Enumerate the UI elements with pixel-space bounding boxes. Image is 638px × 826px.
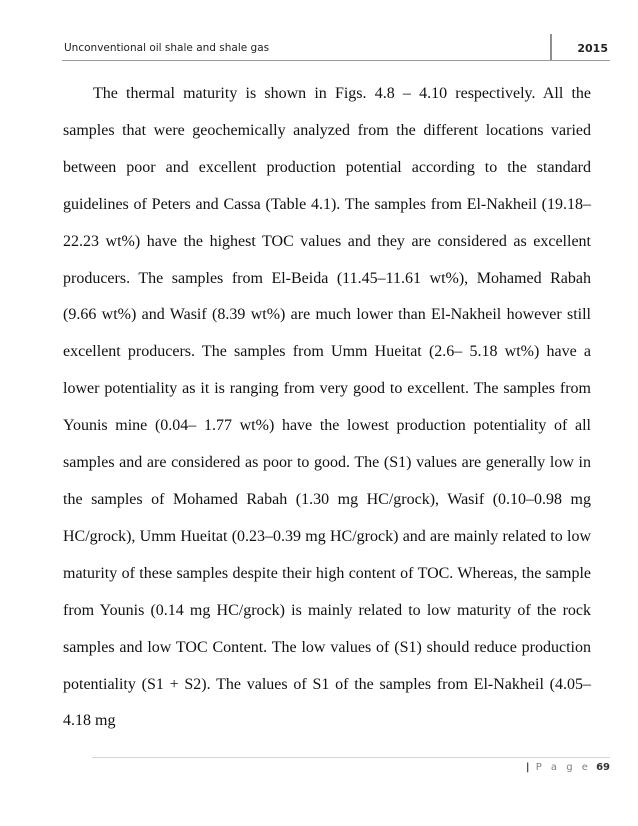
header-year: 2015	[577, 42, 608, 55]
page-label: P a g e	[535, 762, 591, 773]
body-paragraph: The thermal maturity is shown in Figs. 4.8 – 4.10 respectively. All the samples that were geochemically analyzed from the different locations varied between poor and excellent production potential according to the standard guidelines of Peters and Cassa (Table 4.1). The samples from El-Nakheil (19.18–22.23 wt%) have the highest TOC values and they are considered as excellent producers. The samples from El-Beida (11.45–11.61 wt%), Mohamed Rabah (9.66 wt%) and Wasif (8.39 wt%) are much lower than El-Nakheil however still excellent producers. The samples from Umm Hueitat (2.6– 5.18 wt%) have a lower potentiality as it is ranging from very good to excellent. The samples from Younis mine (0.04– 1.77 wt%) have the lowest production potentiality of all samples and are considered as poor to good. The (S1) values are generally low in the samples of Mohamed Rabah (1.30 mg HC/grock), Wasif (0.10–0.98 mg HC/grock), Umm Hueitat (0.23–0.39 mg HC/grock) and are mainly related to low maturity of these samples despite their high content of TOC. Whereas, the sample from Younis (0.14 mg HC/grock) is mainly related to low maturity of the rock samples and low TOC Content. The low values of (S1) should reduce production potentiality (S1 + S2). The values of S1 of the samples from El-Nakheil (4.05–4.18 mg	[63, 85, 591, 730]
page-number: 69	[596, 762, 610, 773]
header-rule	[62, 60, 610, 61]
footer-separator: |	[525, 762, 530, 773]
footer-rule	[92, 757, 610, 758]
page-footer	[526, 762, 610, 773]
page-header	[62, 40, 610, 64]
running-title: Unconventional oil shale and shale gas	[64, 42, 270, 54]
header-divider	[550, 34, 552, 60]
